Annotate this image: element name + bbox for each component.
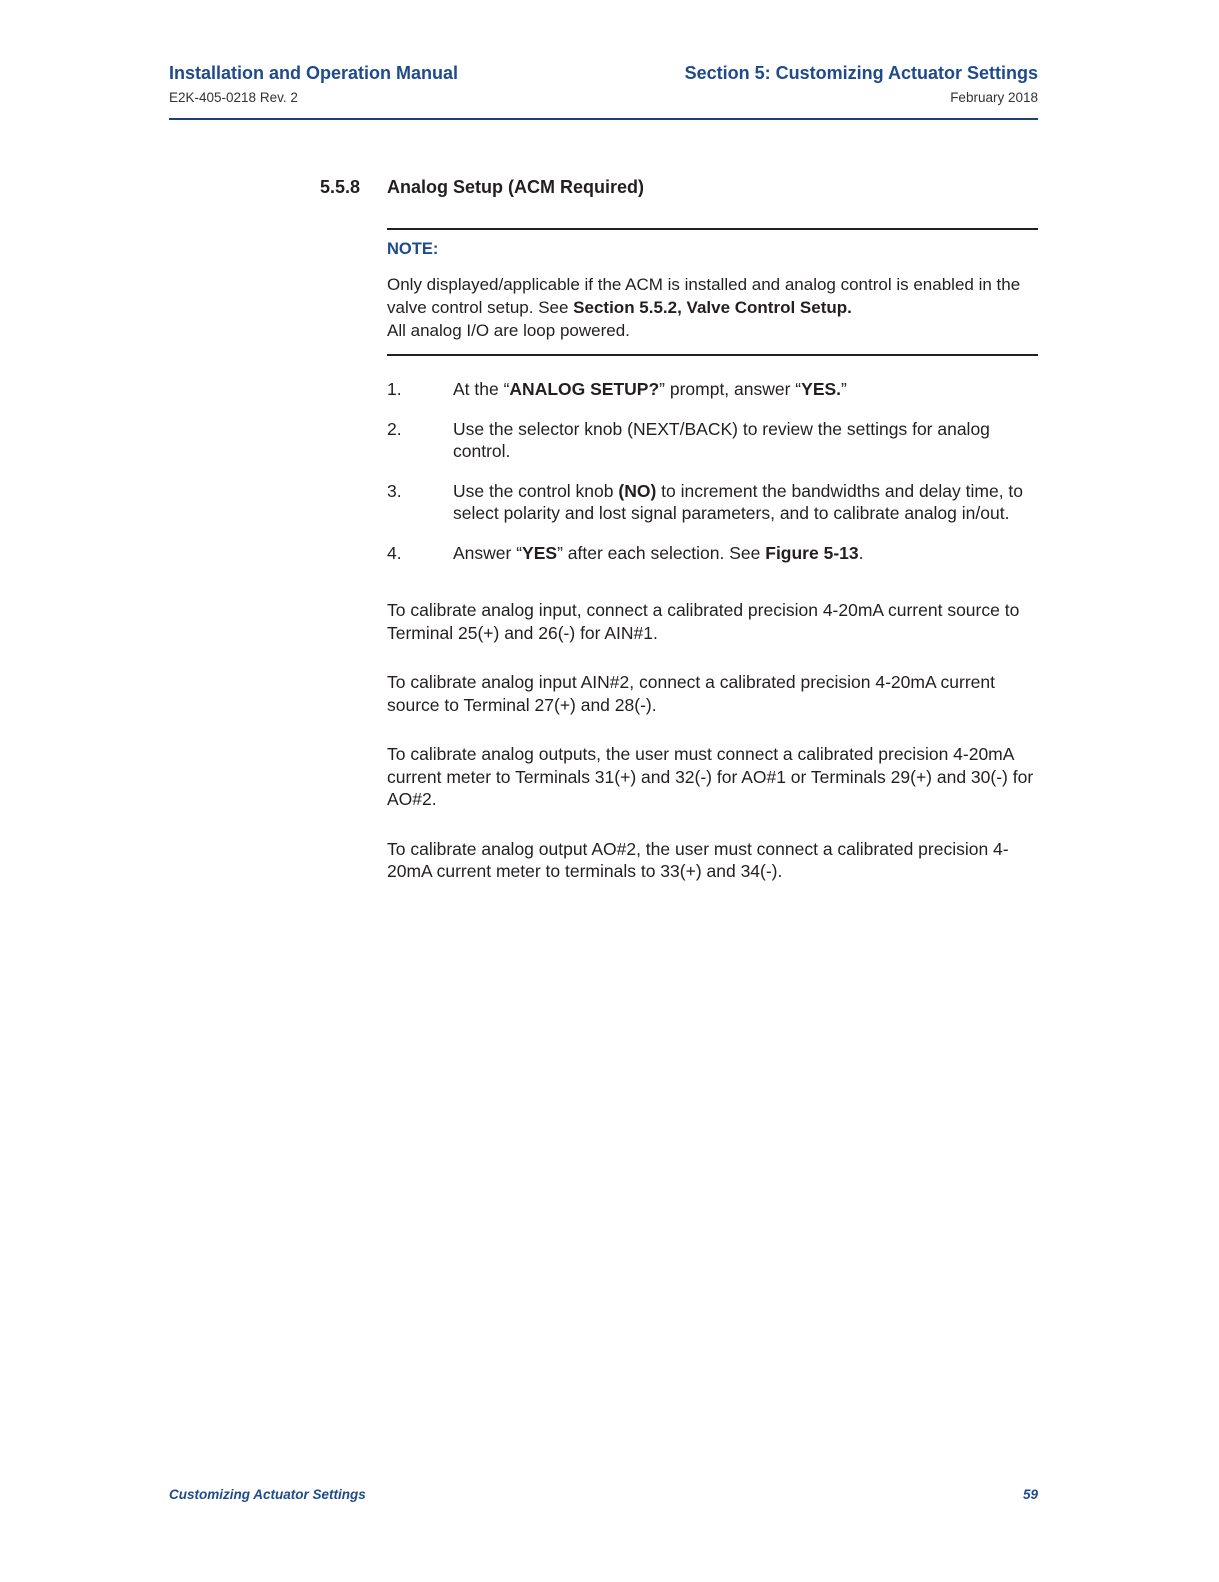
step-emphasis: YES xyxy=(522,542,558,563)
note-box xyxy=(387,228,1038,356)
step-text: ” prompt, answer “ xyxy=(659,379,802,399)
paragraph: To calibrate analog input AIN#2, connect a calibrated precision 4-20mA current source to Terminal 27(+) and 28(-). xyxy=(387,672,995,715)
manual-title: Installation and Operation Manual xyxy=(169,63,459,83)
step-number: 2. xyxy=(387,418,402,439)
step-emphasis: (NO) xyxy=(618,480,657,501)
content-column xyxy=(387,228,1038,910)
page-header xyxy=(169,62,1038,120)
step-text: Use the selector knob (NEXT/BACK) to review the settings for analog control. xyxy=(453,418,990,461)
step-text: ” after each selection. See xyxy=(557,542,766,563)
paragraph: To calibrate analog input, connect a calibrated precision 4-20mA current source to Terminal 25(+) and 26(-) for AIN#1. xyxy=(387,600,1020,643)
document-date: February 2018 xyxy=(950,90,1038,105)
document-number: E2K-405-0218 Rev. 2 xyxy=(169,90,298,105)
step-number: 4. xyxy=(387,542,402,563)
list-item xyxy=(387,378,1038,401)
list-item xyxy=(387,542,1038,565)
note-text-line1: Only displayed/applicable if the ACM is installed and analog control is enabled in the valve control setup. See xyxy=(387,275,1021,317)
section-title: Section 5: Customizing Actuator Settings xyxy=(684,63,1038,83)
step-number: 1. xyxy=(387,379,402,399)
step-text: ” xyxy=(841,379,847,399)
section-heading xyxy=(320,177,644,198)
step-text: Answer “ xyxy=(453,542,523,563)
section-number: 5.5.8 xyxy=(320,177,361,197)
note-text-line2: All analog I/O are loop powered. xyxy=(387,321,630,340)
note-section-reference: Section 5.5.2, Valve Control Setup. xyxy=(573,298,852,317)
step-text: to increment the bandwidths and delay time, to select polarity and lost signal parameters, and to calibrate analog in/out. xyxy=(453,480,1024,523)
figure-reference: Figure 5-13 xyxy=(765,542,859,563)
step-emphasis: YES. xyxy=(801,379,842,399)
step-text: . xyxy=(858,542,864,563)
note-label: NOTE: xyxy=(387,240,439,258)
step-emphasis: ANALOG SETUP? xyxy=(509,379,660,399)
paragraph: To calibrate analog outputs, the user must connect a calibrated precision 4-20mA current meter to Terminals 31(+) and 32(-) for AO#1 or Terminals 29(+) and 30(-) for AO#2. xyxy=(387,744,1034,809)
list-item xyxy=(387,418,1038,463)
steps-list xyxy=(387,378,1038,564)
list-item xyxy=(387,480,1038,525)
step-text: Use the control knob xyxy=(453,480,619,501)
paragraph: To calibrate analog output AO#2, the user must connect a calibrated precision 4-20mA current meter to terminals to 33(+) and 34(-). xyxy=(387,838,1009,881)
footer-chapter-title: Customizing Actuator Settings xyxy=(169,1487,366,1502)
page-number: 59 xyxy=(1022,1487,1038,1502)
step-text: At the “ xyxy=(453,379,510,399)
step-number: 3. xyxy=(387,480,402,501)
section-heading-title: Analog Setup (ACM Required) xyxy=(387,177,644,197)
note-text xyxy=(387,273,1038,342)
